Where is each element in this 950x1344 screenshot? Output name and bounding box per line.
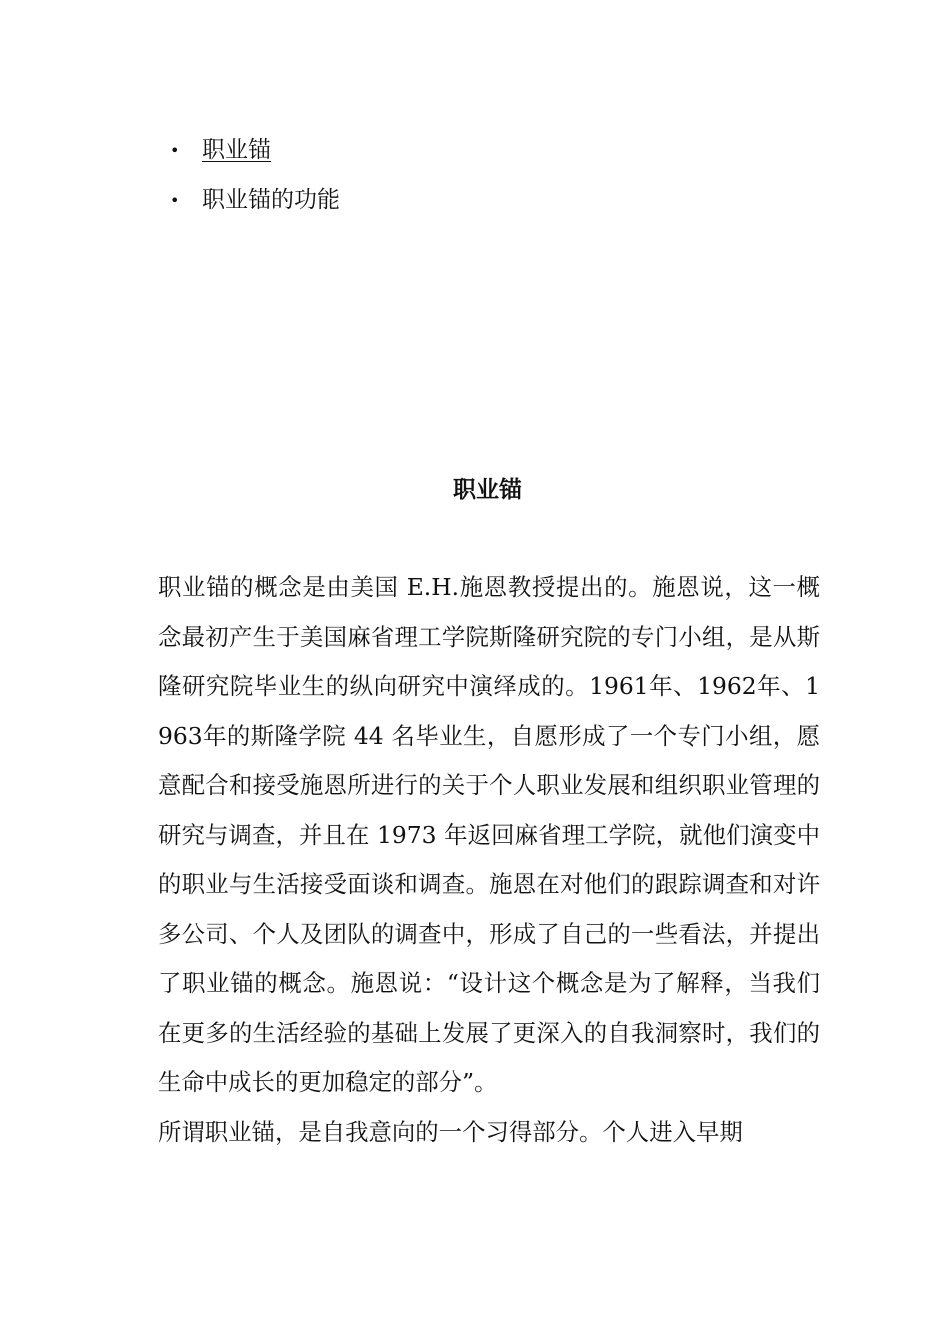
table-of-contents <box>170 130 340 230</box>
toc-text-career-anchor-function: 职业锚的功能 <box>202 187 340 213</box>
bullet-icon: • <box>170 141 180 160</box>
paragraph: 职业锚的概念是由美国 E.H.施恩教授提出的。施恩说，这一概念最初产生于美国麻省理工学院斯隆研究院的专门小组，是从斯隆研究院毕业生的纵向研究中演绎成的。1961年、1962年、1963年的斯隆学院 44 名毕业生，自愿形成了一个专门小组，愿意配合和接受施恩所进行的关于个人职业发展和组织职业管理的研究与调查，并且在 1973 年返回麻省理工学院，就他们演变中的职业与生活接受面谈和调查。施恩在对他们的跟踪调查和对许多公司、个人及团队的调查中，形成了自己的一些看法，并提出了职业锚的概念。施恩说：“设计这个概念是为了解释，当我们在更多的生活经验的基础上发展了更深入的自我洞察时，我们的生命中成长的更加稳定的部分”。 <box>158 573 820 1096</box>
toc-item-career-anchor-function <box>170 180 340 230</box>
paragraph: 所谓职业锚，是自我意向的一个习得部分。个人进入早期 <box>158 1117 743 1146</box>
toc-item-career-anchor[interactable] <box>170 130 340 180</box>
toc-link-career-anchor[interactable]: 职业锚 <box>202 137 271 163</box>
bullet-icon: • <box>170 191 180 210</box>
body-text <box>158 563 820 1157</box>
section-title: 职业锚 <box>453 476 522 503</box>
